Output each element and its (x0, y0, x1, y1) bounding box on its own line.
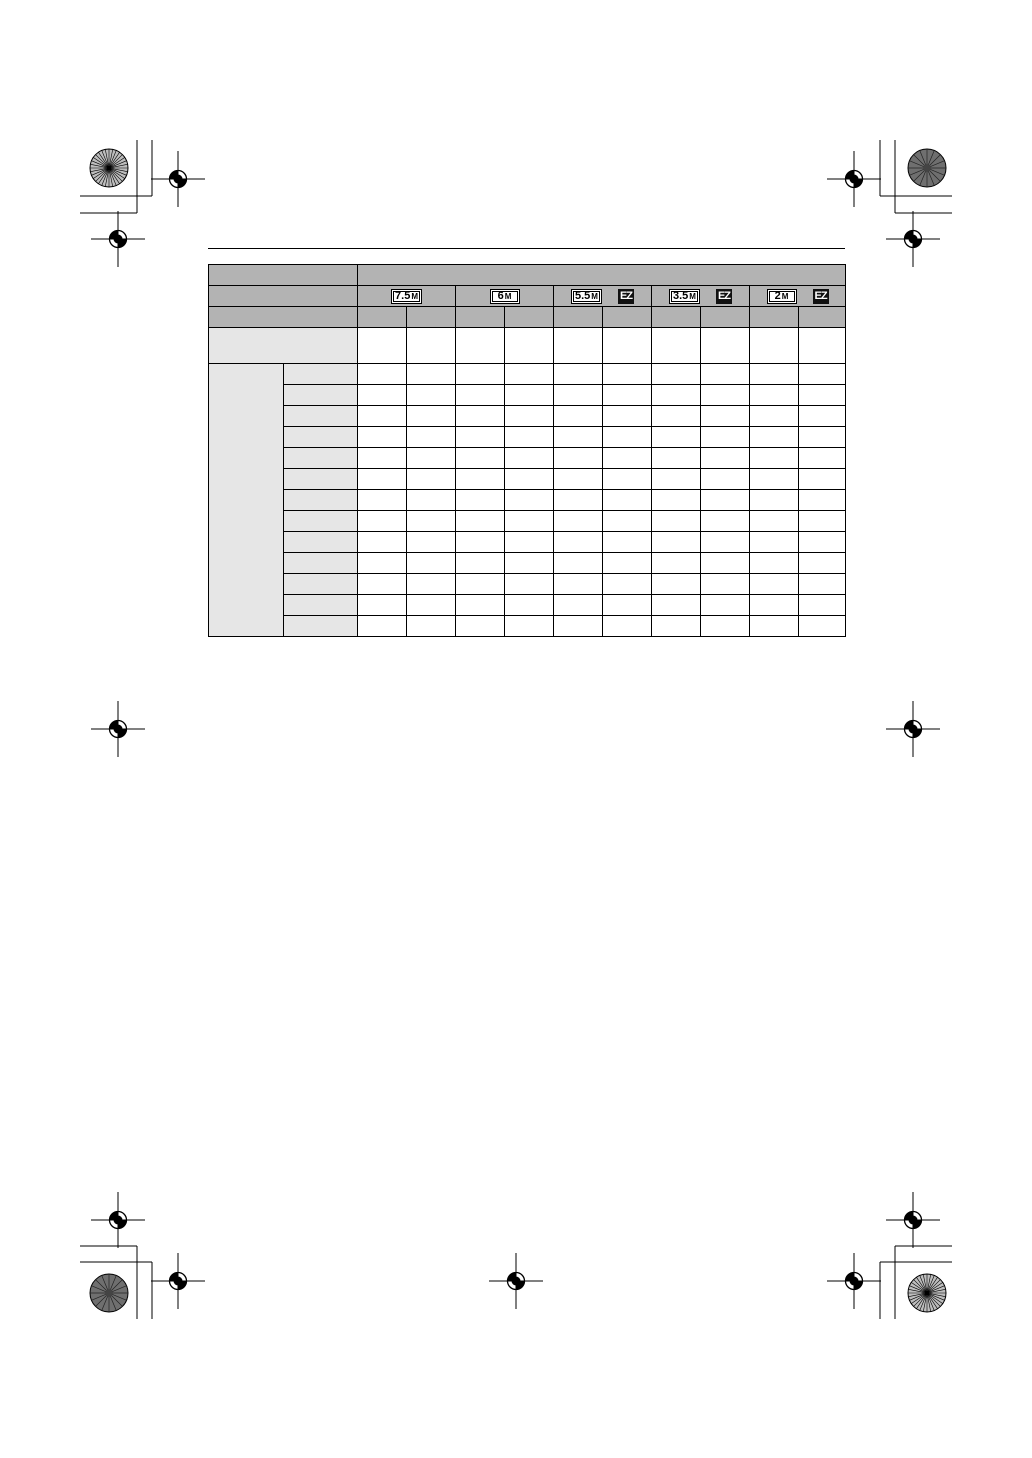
data-cell (554, 553, 603, 574)
data-cell (750, 385, 799, 406)
data-cell (799, 595, 846, 616)
data-cell (750, 595, 799, 616)
resolution-cell-6m (456, 286, 554, 307)
table-row (209, 595, 846, 616)
data-cell (603, 448, 652, 469)
data-cell (799, 427, 846, 448)
extended-zoom-icon: EZ (717, 289, 731, 302)
data-cell (505, 469, 554, 490)
table-row (209, 553, 846, 574)
resolution-6m-icon: 6M (490, 289, 520, 304)
row-label-cell (284, 427, 358, 448)
data-cell (407, 574, 456, 595)
subcolumn-label-cell (209, 307, 358, 328)
tall-data-row (209, 328, 846, 364)
row-label-cell (284, 385, 358, 406)
data-cell (652, 406, 701, 427)
data-cell (505, 364, 554, 385)
data-cell (554, 490, 603, 511)
data-cell (652, 595, 701, 616)
data-cell (554, 328, 603, 364)
specification-table (208, 264, 846, 637)
data-cell (750, 427, 799, 448)
data-cell (456, 448, 505, 469)
resolution-cell-7-5m (358, 286, 456, 307)
subcolumn-cell (407, 307, 456, 328)
data-cell (456, 574, 505, 595)
subcolumn-cell (799, 307, 846, 328)
data-cell (505, 490, 554, 511)
data-cell (358, 490, 407, 511)
data-cell (407, 427, 456, 448)
data-cell (652, 427, 701, 448)
data-cell (652, 490, 701, 511)
data-cell (505, 532, 554, 553)
data-cell (603, 328, 652, 364)
row-label-cell (284, 448, 358, 469)
data-cell (701, 427, 750, 448)
table-row (209, 511, 846, 532)
row-label-cell (284, 490, 358, 511)
data-cell (750, 553, 799, 574)
subcolumn-cell (505, 307, 554, 328)
row-label-cell (284, 364, 358, 385)
row-label-cell (284, 469, 358, 490)
data-cell (701, 448, 750, 469)
data-cell (358, 595, 407, 616)
data-cell (652, 574, 701, 595)
data-cell (358, 532, 407, 553)
data-cell (407, 469, 456, 490)
subcolumn-cell (750, 307, 799, 328)
data-cell (652, 364, 701, 385)
data-cell (750, 616, 799, 637)
data-cell (358, 385, 407, 406)
data-cell (701, 469, 750, 490)
data-cell (505, 406, 554, 427)
data-cell (750, 490, 799, 511)
data-cell (701, 553, 750, 574)
resolution-7-5m-icon: 7.5M (391, 289, 422, 304)
subcolumn-cell (652, 307, 701, 328)
data-cell (701, 616, 750, 637)
data-cell (603, 532, 652, 553)
data-cell (652, 469, 701, 490)
data-cell (652, 616, 701, 637)
data-cell (603, 427, 652, 448)
data-cell (505, 448, 554, 469)
resolution-cell-3-5m (652, 286, 750, 307)
data-cell (358, 448, 407, 469)
data-cell (799, 328, 846, 364)
data-cell (456, 469, 505, 490)
data-cell (750, 448, 799, 469)
data-cell (358, 469, 407, 490)
data-cell (603, 490, 652, 511)
subcolumn-cell (554, 307, 603, 328)
data-cell (554, 364, 603, 385)
table-row (209, 427, 846, 448)
data-cell (701, 385, 750, 406)
header-rule (208, 248, 845, 249)
resolution-label-cell (209, 286, 358, 307)
data-cell (456, 427, 505, 448)
data-cell (456, 511, 505, 532)
header-span-cell (358, 265, 846, 286)
data-cell (554, 616, 603, 637)
header-label-cell (209, 265, 358, 286)
data-cell (750, 406, 799, 427)
row-group-label-cell (209, 364, 284, 637)
data-cell (505, 595, 554, 616)
data-cell (456, 553, 505, 574)
data-cell (554, 406, 603, 427)
data-cell (750, 574, 799, 595)
resolution-2m-icon: 2M (767, 289, 797, 304)
data-cell (456, 490, 505, 511)
data-cell (701, 595, 750, 616)
resolution-cell-2m (750, 286, 846, 307)
data-cell (407, 553, 456, 574)
data-cell (652, 511, 701, 532)
row-label-cell (284, 616, 358, 637)
data-cell (799, 553, 846, 574)
table-row (209, 469, 846, 490)
data-cell (456, 364, 505, 385)
data-cell (701, 364, 750, 385)
data-cell (652, 553, 701, 574)
data-cell (603, 553, 652, 574)
data-cell (603, 385, 652, 406)
subcolumn-cell (603, 307, 652, 328)
data-cell (652, 448, 701, 469)
data-cell (358, 427, 407, 448)
row-label-cell (284, 511, 358, 532)
data-cell (456, 328, 505, 364)
table-row (209, 574, 846, 595)
data-cell (799, 469, 846, 490)
data-cell (358, 553, 407, 574)
row-label-cell (284, 406, 358, 427)
data-cell (407, 595, 456, 616)
data-cell (456, 595, 505, 616)
data-cell (554, 469, 603, 490)
table-row (209, 406, 846, 427)
data-cell (407, 448, 456, 469)
data-cell (799, 385, 846, 406)
subcolumn-header-row (209, 307, 846, 328)
data-cell (799, 448, 846, 469)
data-cell (554, 427, 603, 448)
data-cell (407, 364, 456, 385)
subcolumn-cell (456, 307, 505, 328)
data-cell (603, 364, 652, 385)
row-label-cell (284, 574, 358, 595)
table-row (209, 490, 846, 511)
resolution-3-5m-icon: 3.5M (669, 289, 700, 304)
resolution-header-row (209, 286, 846, 307)
data-cell (407, 532, 456, 553)
data-cell (456, 616, 505, 637)
data-cell (652, 532, 701, 553)
data-cell (701, 406, 750, 427)
data-cell (701, 511, 750, 532)
data-cell (358, 364, 407, 385)
data-cell (701, 328, 750, 364)
data-cell (407, 385, 456, 406)
data-cell (456, 532, 505, 553)
row-label-cell (284, 532, 358, 553)
data-cell (603, 616, 652, 637)
table-row (209, 616, 846, 637)
data-cell (456, 406, 505, 427)
data-cell (750, 328, 799, 364)
data-cell (799, 574, 846, 595)
data-cell (554, 532, 603, 553)
row-label-cell (284, 595, 358, 616)
data-cell (799, 490, 846, 511)
data-cell (358, 328, 407, 364)
data-cell (799, 616, 846, 637)
data-cell (358, 616, 407, 637)
data-cell (603, 574, 652, 595)
data-cell (603, 406, 652, 427)
data-cell (554, 385, 603, 406)
data-cell (603, 469, 652, 490)
data-cell (358, 574, 407, 595)
data-cell (554, 595, 603, 616)
data-cell (603, 511, 652, 532)
data-cell (505, 511, 554, 532)
table-row (209, 532, 846, 553)
data-cell (652, 328, 701, 364)
table-row (209, 364, 846, 385)
data-cell (554, 511, 603, 532)
data-cell (799, 511, 846, 532)
data-cell (407, 490, 456, 511)
data-cell (750, 364, 799, 385)
data-cell (701, 490, 750, 511)
data-cell (505, 553, 554, 574)
extended-zoom-icon: EZ (814, 289, 827, 302)
data-cell (701, 574, 750, 595)
data-cell (750, 532, 799, 553)
table-body-rows (209, 364, 846, 637)
data-cell (358, 406, 407, 427)
data-cell (603, 595, 652, 616)
subcolumn-cell (701, 307, 750, 328)
data-cell (701, 532, 750, 553)
row-label-cell (284, 553, 358, 574)
data-cell (750, 511, 799, 532)
data-cell (750, 469, 799, 490)
data-cell (799, 532, 846, 553)
data-cell (456, 385, 505, 406)
table-row (209, 385, 846, 406)
data-cell (505, 328, 554, 364)
data-cell (407, 328, 456, 364)
extended-zoom-icon: EZ (619, 289, 633, 302)
data-cell (799, 406, 846, 427)
data-cell (407, 616, 456, 637)
data-cell (554, 574, 603, 595)
data-cell (358, 511, 407, 532)
data-cell (505, 574, 554, 595)
resolution-cell-5-5m (554, 286, 652, 307)
data-cell (505, 427, 554, 448)
table-row (209, 448, 846, 469)
data-cell (554, 448, 603, 469)
data-cell (505, 385, 554, 406)
data-cell (799, 364, 846, 385)
resolution-5-5m-icon: 5.5M (571, 289, 602, 304)
table-header-row-1 (209, 265, 846, 286)
tall-row-label-cell (209, 328, 358, 364)
data-cell (652, 385, 701, 406)
data-cell (505, 616, 554, 637)
subcolumn-cell (358, 307, 407, 328)
data-cell (407, 511, 456, 532)
data-cell (407, 406, 456, 427)
